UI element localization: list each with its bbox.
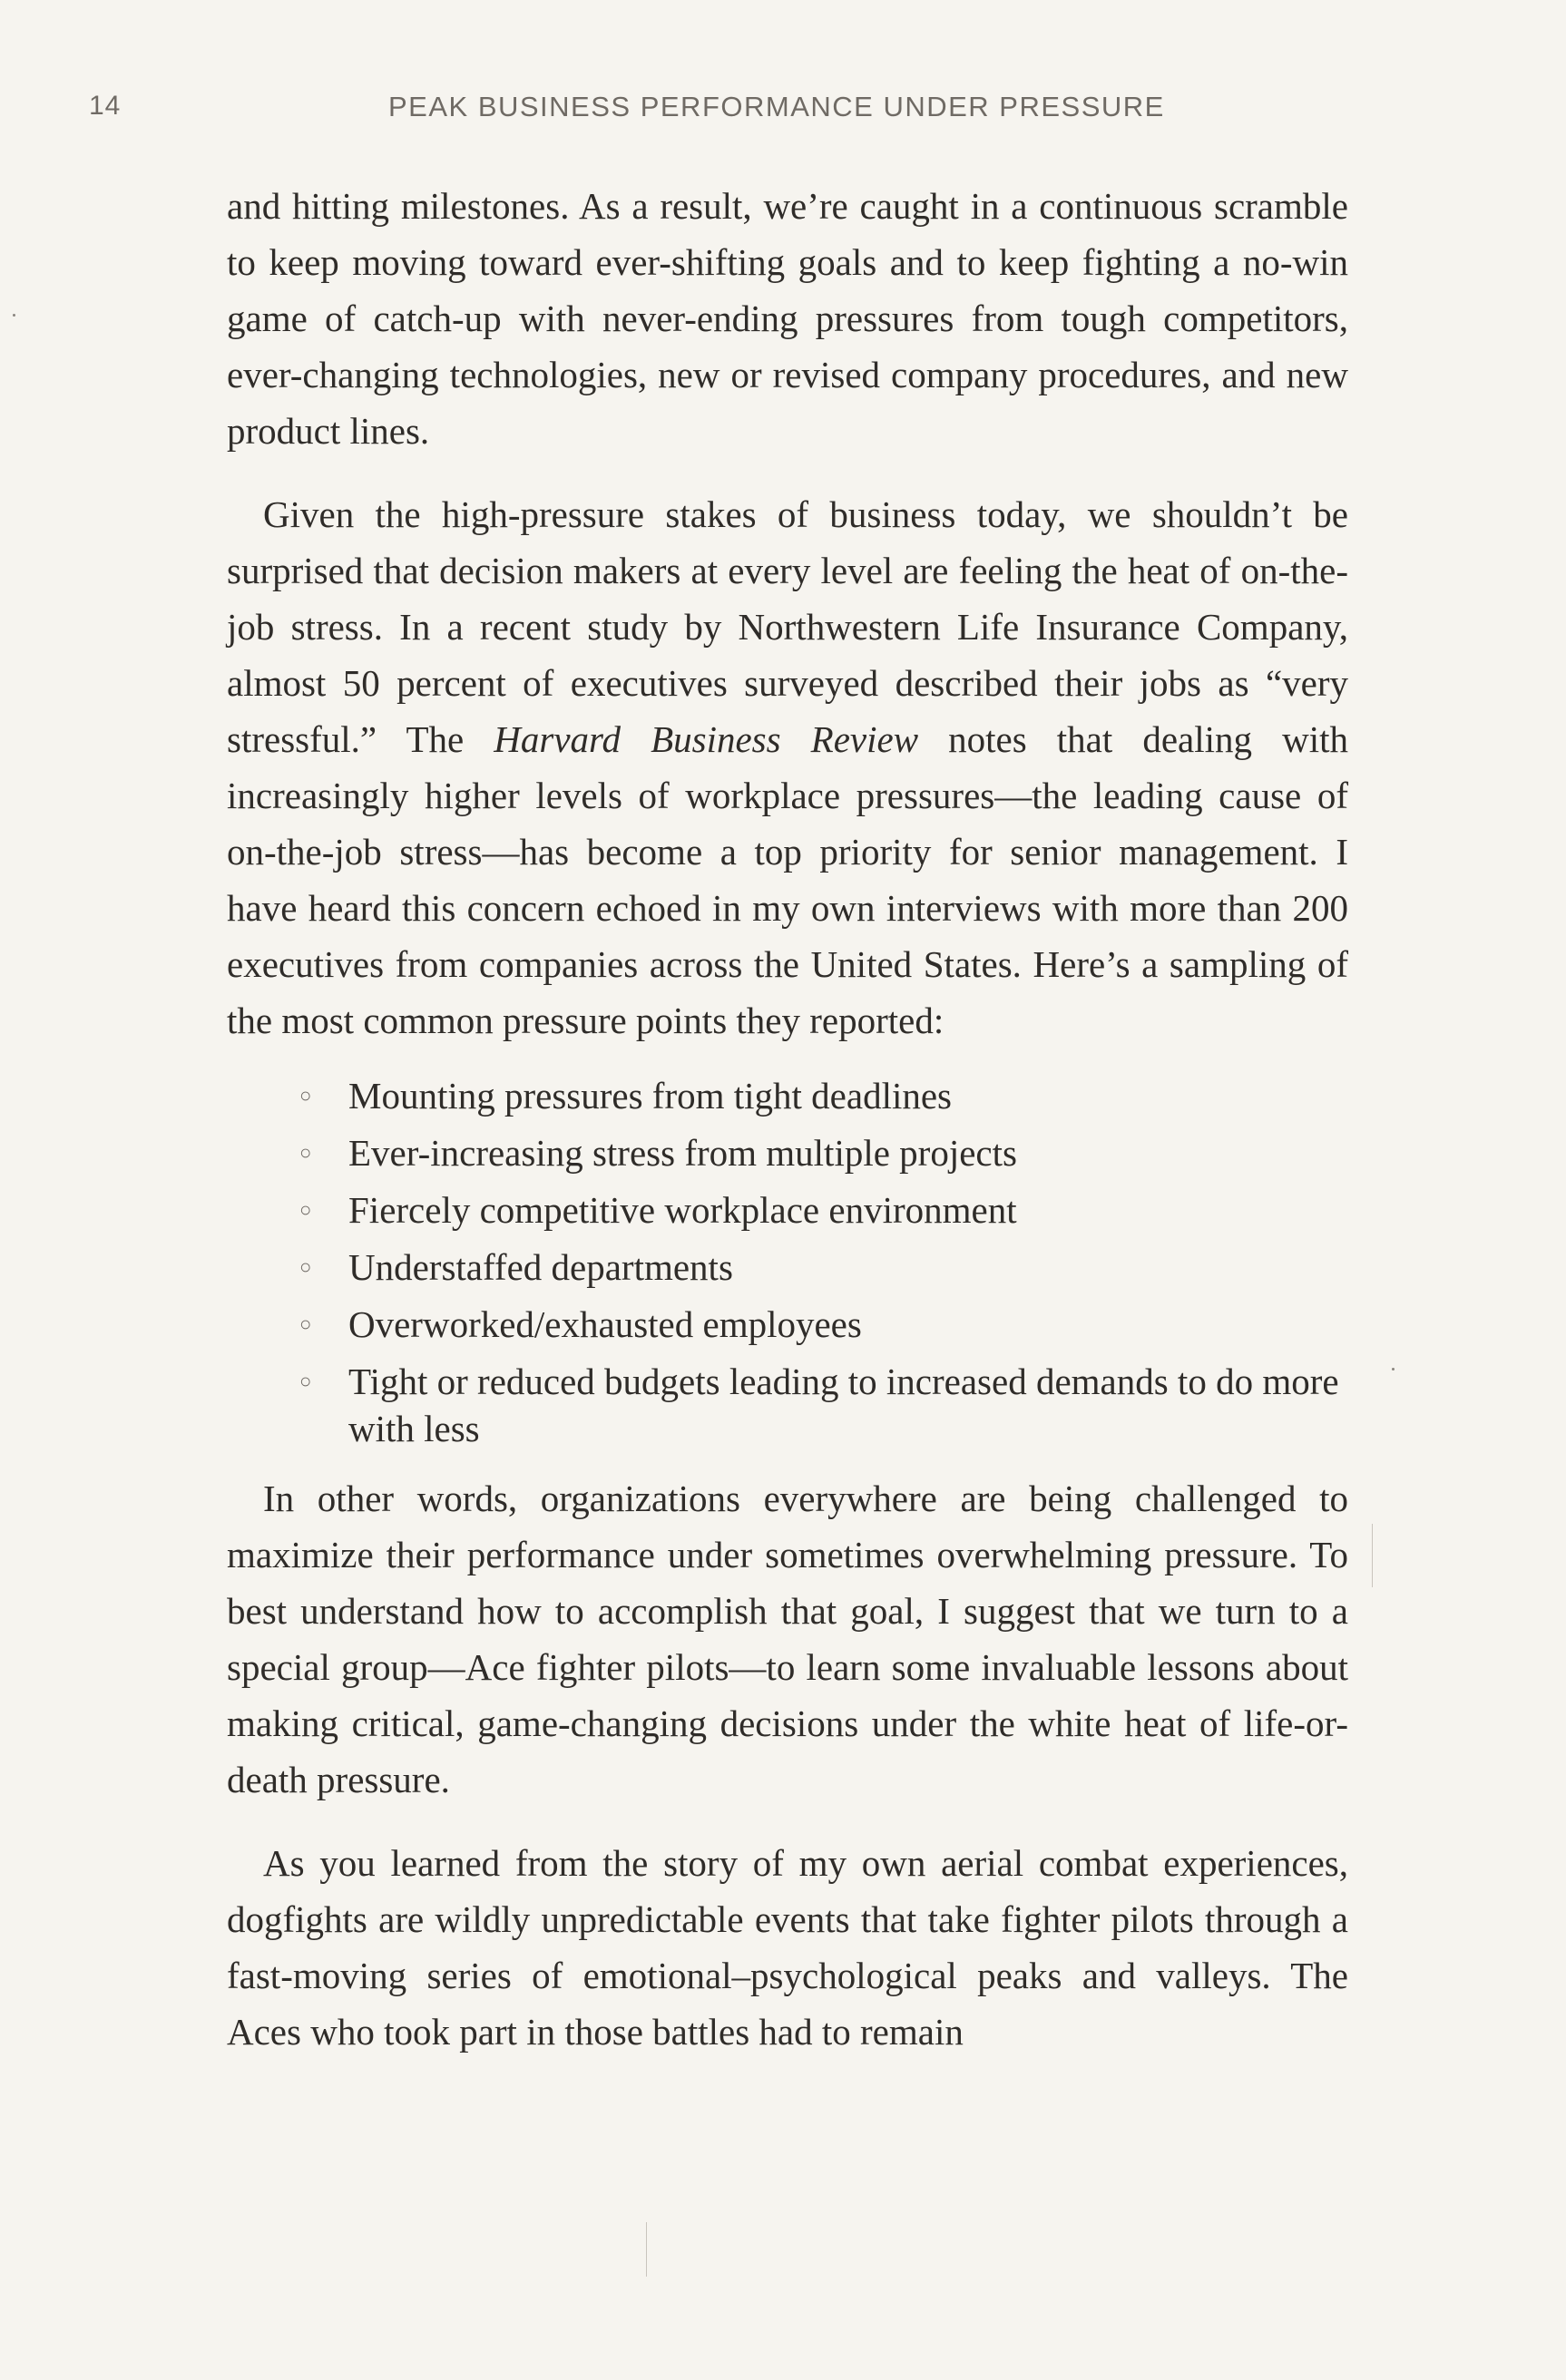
bullet-icon: ○ xyxy=(299,1198,312,1221)
scan-mark xyxy=(646,2222,647,2277)
page-number: 14 xyxy=(89,91,122,121)
list-item xyxy=(227,1244,1348,1291)
list-item-text: Tight or reduced budgets leading to increased demands to do more with less xyxy=(348,1361,1339,1449)
pressure-points-list xyxy=(227,1072,1348,1452)
bullet-icon: ○ xyxy=(299,1141,312,1164)
bullet-icon: ○ xyxy=(299,1084,312,1107)
paragraph-3: In other words, organizations everywhere are being challenged to maximize their performance under sometimes overwhelming pressure. To best understand how to accomplish that goal, I suggest that we turn to a special group—Ace fighter pilots—to learn some invaluable lessons about making critical, game-changing decisions under the white heat of life-or-death pressure. xyxy=(227,1478,1348,1800)
paragraph-1: and hitting milestones. As a result, we’re caught in a continuous scramble to keep moving toward ever-shifting goals and to keep fighting a no-win game of catch-up with never-ending pressures from tough competitors, ever-changing technologies, new or revised company procedures, and new product lines. xyxy=(227,185,1348,452)
list-item-text: Fiercely competitive workplace environment xyxy=(348,1189,1017,1231)
list-item xyxy=(227,1186,1348,1234)
bullet-icon: ○ xyxy=(299,1312,312,1335)
paragraph-2-text-a: Given the high-pressure stakes of business today, we shouldn’t be surprised that decision makers at every level are feeling the heat of on-the-job stress. In a recent study by Northwestern Life Insurance Company, almost 50 percent of executives surveyed described their jobs as “very stressful.” The xyxy=(227,493,1348,760)
bullet-icon: ○ xyxy=(299,1255,312,1278)
paragraph-2-text-b: notes that dealing with increasingly higher levels of workplace pressures—the leading cause of on-the-job stress—has become a top priority for senior management. I have heard this concern echoed in my own interviews with more than 200 executives from companies across the United States. Here’s a sampling of the most common pressure points they reported: xyxy=(227,718,1349,1041)
list-item xyxy=(227,1358,1348,1452)
publication-title: Harvard Business Review xyxy=(494,718,919,760)
list-item xyxy=(227,1072,1348,1119)
list-item-text: Mounting pressures from tight deadlines xyxy=(348,1075,953,1117)
list-item-text: Overworked/exhausted employees xyxy=(348,1303,862,1345)
scan-mark xyxy=(1372,1524,1373,1587)
list-item xyxy=(227,1129,1348,1176)
paragraph-4: As you learned from the story of my own aerial combat experiences, dogfights are wildly unpredictable events that take fighter pilots through a fast-moving series of emotional–psychological peaks and valleys. The Aces who took part in those battles had to remain xyxy=(227,1842,1348,2053)
paragraph-2 xyxy=(227,486,1348,1049)
scan-speck xyxy=(13,314,15,317)
running-head: PEAK BUSINESS PERFORMANCE UNDER PRESSURE xyxy=(388,91,1165,122)
body-text xyxy=(227,178,1348,2060)
bullet-icon: ○ xyxy=(299,1370,312,1392)
list-item-text: Ever-increasing stress from multiple projects xyxy=(348,1132,1017,1174)
list-item xyxy=(227,1301,1348,1348)
scan-speck xyxy=(1392,1368,1395,1370)
list-item-text: Understaffed departments xyxy=(348,1246,733,1288)
